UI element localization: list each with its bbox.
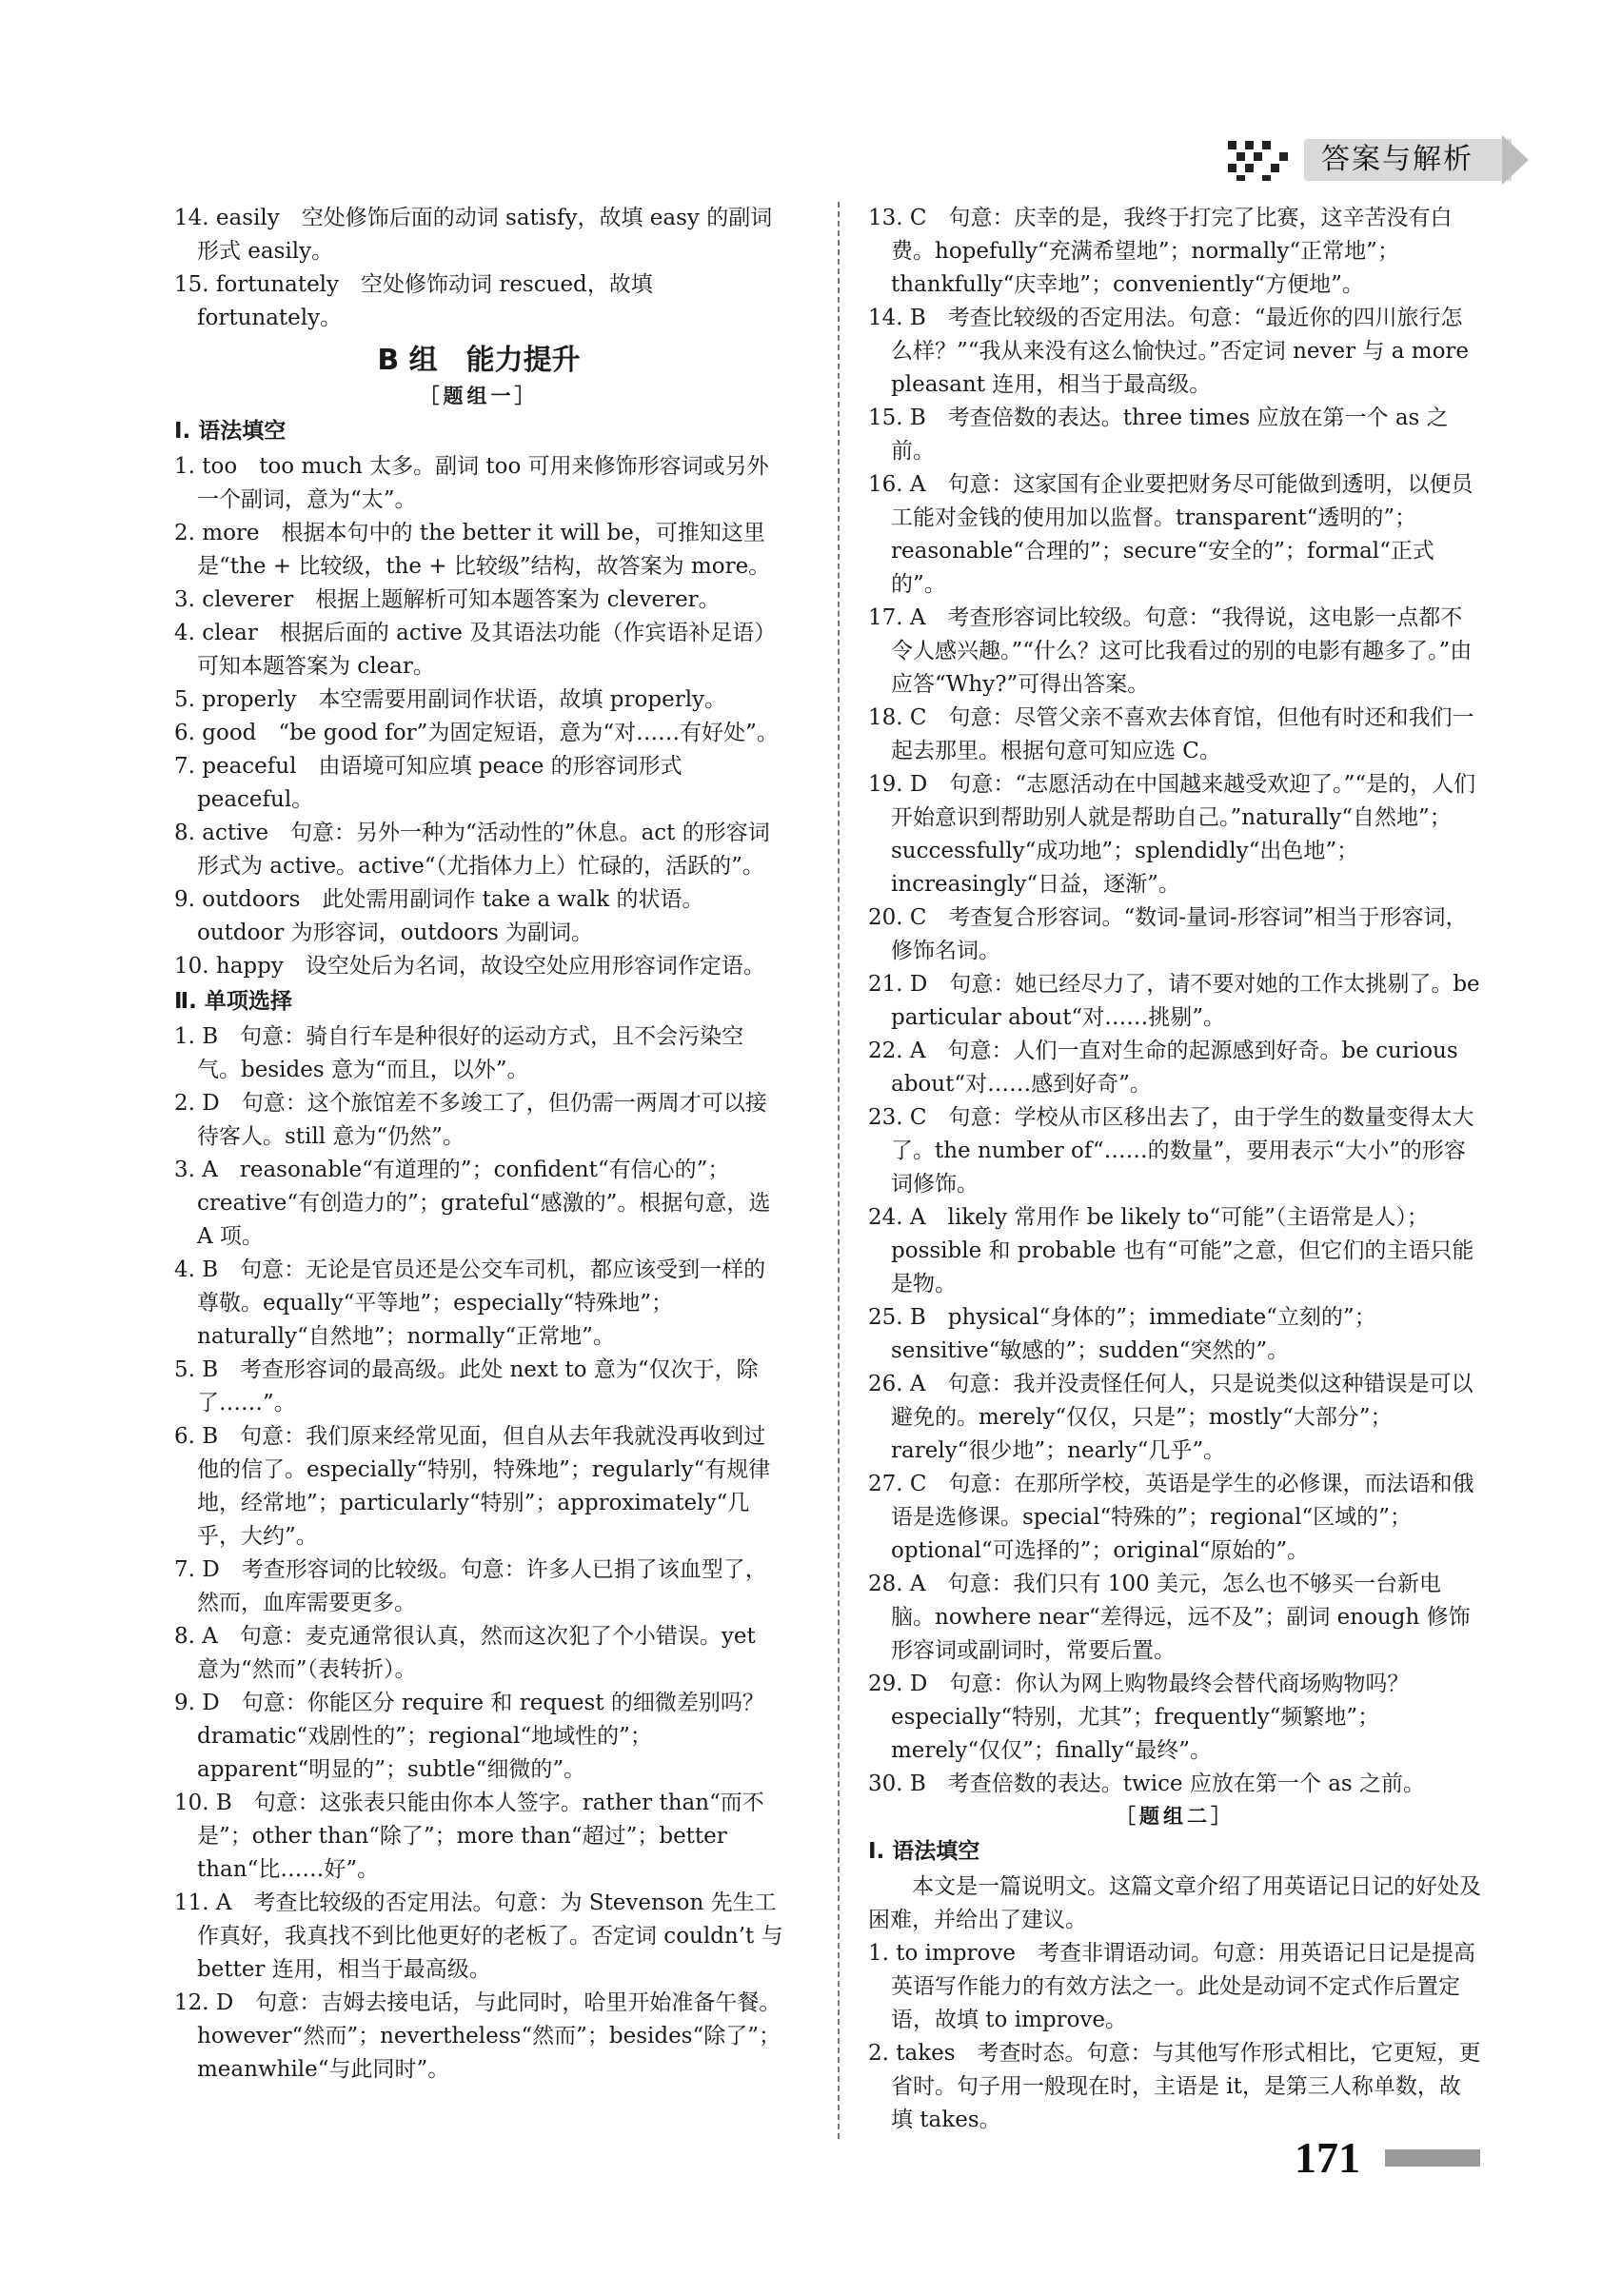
answer-item: 10. B 句意：这张表只能由你本人签字。rather than“而不是”；other than“除了”；more than“超过”；better than“比……好”。: [174, 1791, 764, 1882]
answer-item: 2. D 句意：这个旅馆差不多竣工了，但仍需一两周才可以接待客人。still 意为“仍然”。: [174, 1091, 767, 1149]
answer-item: 14. B 考查比较级的否定用法。句意：“最近你的四川旅行怎么样？”“我从来没有这么愉快过。”否定词 never 与 a more pleasant 连用，相当于最高级。: [868, 306, 1470, 397]
answer-item: 4. clear 根据后面的 active 及其语法功能（作宾语补足语）可知本题答案为 clear。: [174, 621, 777, 679]
page-number: 171: [1295, 2133, 1360, 2182]
answer-item: 24. A likely 常用作 be likely to“可能”（主语常是人）；possible 和 probable 也有“可能”之意，但它们的主语只能是物。: [868, 1205, 1474, 1296]
answer-item: 9. D 句意：你能区分 require 和 request 的细微差别吗？dramatic“戏剧性的”；regional“地域性的”；apparent“明显的”；subtle“细微的”。: [174, 1691, 764, 1782]
answer-item: 3. A reasonable“有道理的”；confident“有信心的”；creative“有创造力的”；grateful“感激的”。根据句意，选 A 项。: [174, 1158, 771, 1249]
answer-item: 14. easily 空处修饰后面的动词 satisfy，故填 easy 的副词形式 easily。: [174, 206, 773, 264]
answer-item: 15. B 考查倍数的表达。three times 应放在第一个 as 之前。: [868, 406, 1449, 464]
decorative-dots-icon: [1228, 141, 1295, 183]
sub-group-title: ［题组二］: [1116, 1804, 1235, 1828]
answer-item: 18. C 句意：尽管父亲不喜欢去体育馆，但他有时还和我们一起去那里。根据句意可知应选 C。: [868, 705, 1474, 763]
section-title: Ⅰ. 语法填空: [174, 419, 287, 444]
answer-item: 3. cleverer 根据上题解析可知本题答案为 cleverer。: [174, 587, 721, 612]
answer-item: 13. C 句意：庆幸的是，我终于打完了比赛，这辛苦没有白费。hopefully“充满希望地”；normally“正常地”；thankfully“庆幸地”；conveniently“方便地”。: [868, 206, 1453, 297]
answer-item: 17. A 考查形容词比较级。句意：“我得说，这电影一点都不令人感兴趣。”“什么？这可比我看过的别的电影有趣多了。”由应答“Why?”可得出答案。: [868, 605, 1473, 697]
answer-item: 26. A 句意：我并没责怪任何人，只是说类似这种错误是可以避免的。merely“仅仅，只是”；mostly“大部分”；rarely“很少地”；nearly“几乎”。: [868, 1372, 1474, 1463]
answer-item: 1. B 句意：骑自行车是种很好的运动方式，且不会污染空气。besides 意为“而且，以外”。: [174, 1024, 744, 1082]
page-number-bar: [1385, 2149, 1480, 2167]
header-arrow-icon: [1502, 135, 1529, 185]
answer-item: 7. peaceful 由语境可知应填 peace 的形容词形式 peaceful。: [174, 754, 682, 812]
answer-item: 23. C 句意：学校从市区移出去了，由于学生的数量变得太大了。the number of“……的数量”，要用表示“大小”的形容词修饰。: [868, 1105, 1474, 1197]
answer-item: 6. B 句意：我们原来经常见面，但自从去年我就没再收到过他的信了。especially“特别，特殊地”；regularly“有规律地，经常地”；particularly“特别”；approximately“几乎，大约”。: [174, 1424, 771, 1549]
answer-item: 20. C 考查复合形容词。“数词-量词-形容词”相当于形容词，修饰名词。: [868, 905, 1468, 963]
answer-item: 5. properly 本空需要用副词作状语，故填 properly。: [174, 687, 727, 712]
answer-item: 15. fortunately 空处修饰动词 rescued，故填 fortunately。: [174, 272, 653, 330]
answer-item: 5. B 考查形容词的最高级。此处 next to 意为“仅次于，除了……”。: [174, 1357, 759, 1415]
answer-item: 11. A 考查比较级的否定用法。句意：为 Stevenson 先生工作真好，我真找不到比他更好的老板了。否定词 couldn’t 与 better 连用，相当于最高级。: [174, 1890, 783, 1982]
section-header-tab: [1228, 133, 1542, 188]
answer-item: 6. good “be good for”为固定短语，意为“对……有好处”。: [174, 721, 779, 745]
section-title: Ⅰ. 语法填空: [868, 1839, 980, 1864]
answer-item: 25. B physical“身体的”；immediate“立刻的”；sensitive“敏感的”；sudden“突然的”。: [868, 1305, 1376, 1363]
answer-item: 21. D 句意：她已经尽力了，请不要对她的工作太挑剔了。be particular about“对……挑剔”。: [868, 972, 1480, 1030]
answer-item: 30. B 考查倍数的表达。twice 应放在第一个 as 之前。: [868, 1771, 1426, 1796]
answer-item: 7. D 考查形容词的比较级。句意：许多人已捐了该血型了，然而，血库需要更多。: [174, 1557, 767, 1615]
sub-group-title: ［题组一］: [419, 384, 539, 407]
answer-item: 8. A 句意：麦克通常很认真，然而这次犯了个小错误。yet 意为“然而”（表转折）。: [174, 1624, 756, 1682]
answer-item: 27. C 句意：在那所学校，英语是学生的必修课，而法语和俄语是选修课。special“特殊的”；regional“区域的”；optional“可选择的”；original“原始的”。: [868, 1472, 1474, 1563]
left-column: [174, 202, 783, 2087]
answer-item: 1. too too much 太多。副词 too 可用来修饰形容词或另外一个副词，意为“太”。: [174, 454, 769, 512]
answer-item: 22. A 句意：人们一直对生命的起源感到好奇。be curious about“对……感到好奇”。: [868, 1039, 1458, 1097]
group-title: B 组 能力提升: [377, 344, 581, 377]
answer-item: 4. B 句意：无论是官员还是公交车司机，都应该受到一样的尊敬。equally“平等地”；especially“特殊地”；naturally“自然地”；normally“正常地”。: [174, 1257, 766, 1349]
answer-item: 19. D 句意：“志愿活动在中国越来越受欢迎了。”“是的，人们开始意识到帮助别人就是帮助自己。”naturally“自然地”；successfully“成功地”；splendidly“出色地”；increasingly“日益，逐渐”。: [868, 772, 1476, 897]
answer-item: 10. happy 设空处后为名词，故设空处应用形容词作定语。: [174, 954, 765, 979]
answer-item: 16. A 句意：这家国有企业要把财务尽可能做到透明，以便员工能对金钱的使用加以监督。transparent“透明的”；reasonable“合理的”；secure“安全的”；formal“正式的”。: [868, 472, 1474, 597]
answer-item: 28. A 句意：我们只有 100 美元，怎么也不够买一台新电脑。nowhere near“差得远，远不及”；副词 enough 修饰形容词或副词时，常要后置。: [868, 1572, 1471, 1663]
passage-intro: 本文是一篇说明文。这篇文章介绍了用英语记日记的好处及困难，并给出了建议。: [868, 1874, 1481, 1932]
answer-item: 12. D 句意：吉姆去接电话，与此同时，哈里开始准备午餐。however“然而”；nevertheless“然而”；besides“除了”；meanwhile“与此同时”。: [174, 1990, 781, 2082]
header-label: 答案与解析: [1304, 139, 1512, 181]
right-column: [868, 202, 1482, 2137]
answer-item: 1. to improve 考查非谓语动词。句意：用英语记日记是提高英语写作能力的有效方法之一。此处是动词不定式作后置定语，故填 to improve。: [868, 1941, 1475, 2032]
answer-item: 8. active 句意：另外一种为“活动性的”休息。act 的形容词形式为 active。active“（尤指体力上）忙碌的，活跃的”。: [174, 821, 770, 879]
answer-item: 2. more 根据本句中的 the better it will be，可推知这里是“the + 比较级，the + 比较级”结构，故答案为 more。: [174, 521, 771, 579]
answer-item: 29. D 句意：你认为网上购物最终会替代商场购物吗？especially“特别，尤其”；frequently“频繁地”；merely“仅仅”；finally“最终”。: [868, 1672, 1410, 1763]
answer-item: 9. outdoors 此处需用副词作 take a walk 的状语。outdoor 为形容词，outdoors 为副词。: [174, 887, 704, 945]
section-title: Ⅱ. 单项选择: [174, 989, 292, 1014]
answer-item: 2. takes 考查时态。句意：与其他写作形式相比，它更短，更省时。句子用一般现在时，主语是 it，是第三人称单数，故填 takes。: [868, 2041, 1481, 2132]
column-divider: [838, 202, 840, 2139]
